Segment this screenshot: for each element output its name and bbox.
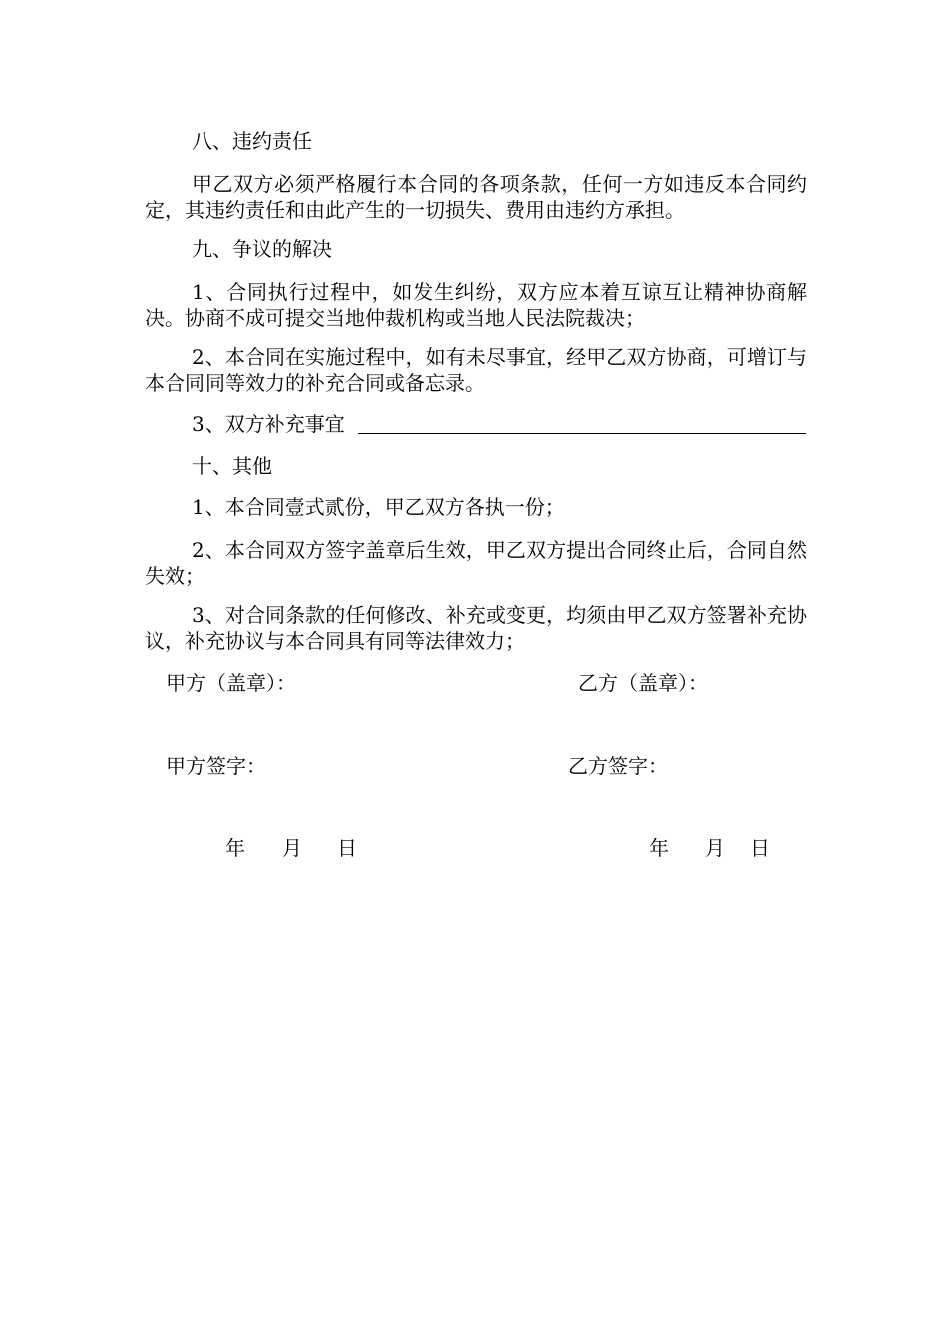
party-b-date-day: 日 xyxy=(750,836,770,860)
section10-heading: 十、其他 xyxy=(192,454,272,478)
party-a-sign-label: 甲方签字： xyxy=(166,754,266,778)
section9-item3: 3、双方补充事宜 xyxy=(192,412,345,436)
section9-item1: 1、合同执行过程中，如发生纠纷，双方应本着互谅互让精神协商解决。协商不成可提交当地仲裁机构或当地人民法院裁决； xyxy=(145,280,807,330)
party-a-seal-label: 甲方（盖章）： xyxy=(166,671,296,695)
section8-heading: 八、违约责任 xyxy=(192,129,312,153)
party-b-sign-label: 乙方签字： xyxy=(568,754,668,778)
party-b-date-year: 年 xyxy=(649,836,669,860)
section9-heading: 九、争议的解决 xyxy=(192,237,332,261)
section8-body: 甲乙双方必须严格履行本合同的各项条款，任何一方如违反本合同约定，其违约责任和由此产生的一切损失、费用由违约方承担。 xyxy=(145,172,807,222)
section10-item1: 1、本合同壹式贰份，甲乙双方各执一份； xyxy=(192,495,565,519)
party-b-date-month: 月 xyxy=(705,836,725,860)
party-a-date-year: 年 xyxy=(225,836,245,860)
party-b-seal-label: 乙方（盖章）： xyxy=(578,671,708,695)
supplement-blank-line xyxy=(358,433,806,434)
section9-item2: 2、本合同在实施过程中，如有未尽事宜，经甲乙双方协商，可增订与本合同同等效力的补充合同或备忘录。 xyxy=(145,345,807,395)
party-a-date-day: 日 xyxy=(337,836,357,860)
section10-item3: 3、对合同条款的任何修改、补充或变更，均须由甲乙双方签署补充协议，补充协议与本合同具有同等法律效力； xyxy=(145,603,807,653)
section10-item2: 2、本合同双方签字盖章后生效，甲乙双方提出合同终止后，合同自然失效； xyxy=(145,538,807,588)
party-a-date-month: 月 xyxy=(282,836,302,860)
